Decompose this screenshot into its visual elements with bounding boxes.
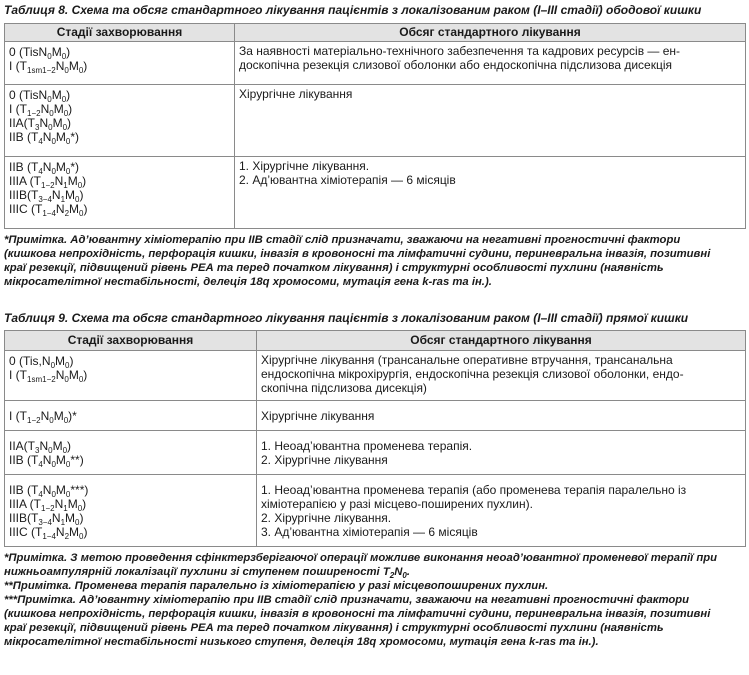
stage-cell: 0 $(TisN_0M_0)$ I $(T_{1-2}N_0M_0)$ $IIA(T_3N_0M_0)$ IIB $(T_4N_0M_0*)$ <box>5 85 235 157</box>
treatment-line: За наявності матеріально-технічного забезпечення та кадрових ресурсів — ен- <box>239 44 681 58</box>
treatment-cell <box>235 42 746 85</box>
stage-cell: $IIA(T_3N_0M_0)$ IIB $(T_4N_0M_0**)$ <box>5 431 257 475</box>
stage-cell: 0 $(Tis,N_0M_0)$ I $(T_{1sm1-2}N_0M_0)$ <box>5 351 257 401</box>
treatment-line: хіміотерапією у разі місцево-поширених пухлин). <box>261 496 533 511</box>
note-line: *Примітка. З метою проведення сфінктерзберігаючої операції можливе виконання неоад’ювантної променевої терапії при <box>4 552 718 564</box>
treatment-line: ендоскопічна мікрохірургія, ендоскопічна резекція слизової оболонки, ендо- <box>261 367 684 381</box>
document-page <box>4 0 745 649</box>
table-row <box>5 85 746 157</box>
table-row <box>5 351 746 401</box>
stage-cell: IIB $(T_4N_0M_0***)$ IIIA $(T_{1-2}N_1M_0)$ $IIIB(T_{3-4}N_1M_0)$ IIIC $(T_{1-4}N_2M_0)$ <box>5 475 257 547</box>
treatment-line: 2. Ад’ювантна хіміотерапія — 6 місяців <box>239 173 456 187</box>
table-row <box>5 157 746 229</box>
table8-header-row <box>5 24 746 42</box>
note-line: **Примітка. Променева терапія паралельно із хіміотерапією у разі місцевопоширених пухлин. <box>4 580 549 592</box>
note-line: краї резекції, підвищений рівень РЕА та перед початком лікування) і структурні особливості пухлини (наявність <box>4 622 664 634</box>
treatment-line: Хірургічне лікування <box>261 408 375 423</box>
treatment-cell <box>257 401 746 431</box>
treatment-cell <box>235 85 746 157</box>
table9 <box>4 330 746 547</box>
note-line: мікросателітної нестабільності низького ступеня, делеція 18q хромосоми, мутація гена k-ras та ін.). <box>4 636 599 648</box>
treatment-line: 1. Неоад’ювантна променева терапія (або променева терапія паралельно із <box>261 482 687 497</box>
treatment-cell <box>235 157 746 229</box>
table8-caption: Таблиця 8. Схема та обсяг стандартного лікування пацієнтів з локалізованим раком (I–III стадії) ободової кишки <box>4 3 702 17</box>
note-line: ***Примітка. Ад’ювантну хіміотерапію при IIB стадії слід призначати, зважаючи на негативні прогностичні фактори <box>4 594 690 606</box>
treatment-cell <box>257 351 746 401</box>
stage-cell: IIB $(T_4N_0M_0*)$ IIIA $(T_{1-2}N_1M_0)$ $IIIB(T_{3-4}N_1M_0)$ IIIC $(T_{1-4}N_2M_0)$ <box>5 157 235 229</box>
table9-col-treatment: Обсяг стандартного лікування <box>257 331 746 351</box>
note-line: мікросателітної нестабільності, делеція 18q хромосоми, мутація гена k-ras та ін.). <box>4 276 492 288</box>
treatment-line: 3. Ад’ювантна хіміотерапія — 6 місяців <box>261 524 478 539</box>
treatment-line: 1. Неоад’ювантна променева терапія. <box>261 438 473 453</box>
table9-notes <box>4 547 745 649</box>
treatment-cell <box>257 431 746 475</box>
table9-col-stage: Стадії захворювання <box>5 331 257 351</box>
note-line: (кишкова непрохідність, перфорація кишки, інвазія в кровоносні та лімфатичні судини, периневральна інвазія, позитивні <box>4 608 711 620</box>
treatment-line: доскопічна резекція слизової оболонки або ендоскопічна підслизова дисекція <box>239 58 673 72</box>
stage-cell: I $(T_{1-2}N_0M_0)*$ <box>5 401 257 431</box>
stage-cell: 0 $(TisN_0M_0)$ I $(T_{1sm1-2}N_0M_0)$ <box>5 42 235 85</box>
note-line: нижньоампулярній локалізації пухлини зі ступенем поширеності $T_2N_0$. <box>4 566 410 580</box>
table9-caption: Таблиця 9. Схема та обсяг стандартного лікування пацієнтів з локалізованим раком (I–III стадії) прямої кишки <box>4 311 689 325</box>
treatment-cell <box>257 475 746 547</box>
table-row <box>5 431 746 475</box>
table-row <box>5 475 746 547</box>
table-row <box>5 42 746 85</box>
table8-col-treatment: Обсяг стандартного лікування <box>235 24 746 42</box>
table9-header-row <box>5 331 746 351</box>
note-line: *Примітка. Ад’ювантну хіміотерапію при IIB стадії слід призначати, зважаючи на негативні прогностичні фактори <box>4 234 681 246</box>
treatment-line: Хірургічне лікування <box>239 87 353 101</box>
note-line: краї резекції, підвищений рівень РЕА та перед початком лікування) і структурні особливості пухлини (наявність <box>4 262 664 274</box>
treatment-line: 2. Хірургічне лікування. <box>261 510 392 525</box>
treatment-line: 2. Хірургічне лікування <box>261 452 388 467</box>
note-line: (кишкова непрохідність, перфорація кишки, інвазія в кровоносні та лімфатичні судини, периневральна інвазія, позитивні <box>4 248 711 260</box>
table-row <box>5 401 746 431</box>
treatment-line: скопічна підслизова дисекція) <box>261 381 427 395</box>
treatment-line: Хірургічне лікування (трансанальне оперативне втручання, трансанальна <box>261 353 673 367</box>
treatment-line: 1. Хірургічне лікування. <box>239 159 370 173</box>
table8-col-stage: Стадії захворювання <box>5 24 235 42</box>
table8-notes <box>4 229 745 289</box>
table8 <box>4 23 746 229</box>
